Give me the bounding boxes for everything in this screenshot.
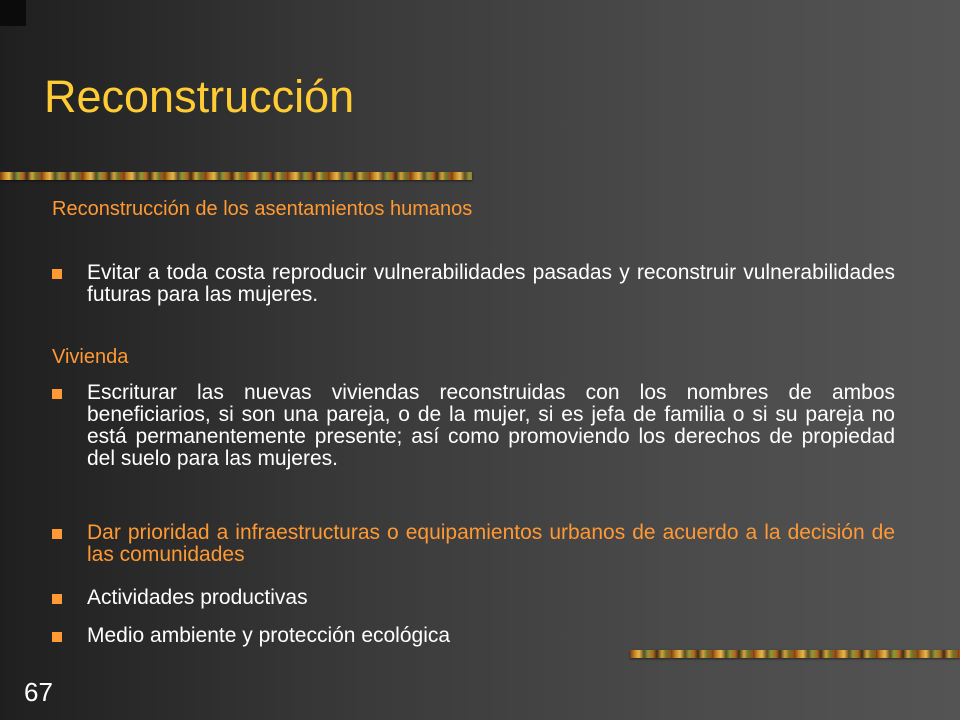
bullet-text: Evitar a toda costa reproducir vulnerabilidades pasadas y reconstruir vulnerabilidades futuras para las mujeres. [87, 261, 895, 306]
page-number: 67 [24, 677, 53, 707]
square-bullet-icon [52, 594, 62, 604]
bullet-item [52, 382, 895, 470]
bullet-item-highlighted [52, 522, 895, 566]
bullet-text: Dar prioridad a infraestructuras o equipamientos urbanos de acuerdo a la decisión de las comunidades [87, 521, 895, 566]
bullet-item [52, 262, 895, 306]
bullet-text: Medio ambiente y protección ecológica [87, 624, 451, 647]
bullet-text: Actividades productivas [87, 586, 308, 609]
square-bullet-icon [52, 529, 62, 539]
slide-subtitle: Reconstrucción de los asentamientos humanos [52, 198, 473, 220]
square-bullet-icon [52, 632, 62, 642]
bullet-text: Escriturar las nuevas viviendas reconstruidas con los nombres de ambos beneficiarios, si son una pareja, o de la mujer, si es jefa de familia o si su pareja no está permanentemente presente; así como promoviendo los derechos de propiedad del suelo para las mujeres. [87, 381, 895, 470]
section-heading: Vivienda [52, 346, 129, 368]
slide-title: Reconstrucción [44, 71, 355, 122]
square-bullet-icon [52, 269, 62, 279]
corner-block [0, 0, 26, 26]
bullet-item [52, 587, 895, 609]
decorative-strip-top [0, 172, 472, 180]
decorative-strip-bottom [630, 650, 960, 658]
square-bullet-icon [52, 389, 62, 399]
bullet-item [52, 625, 895, 647]
